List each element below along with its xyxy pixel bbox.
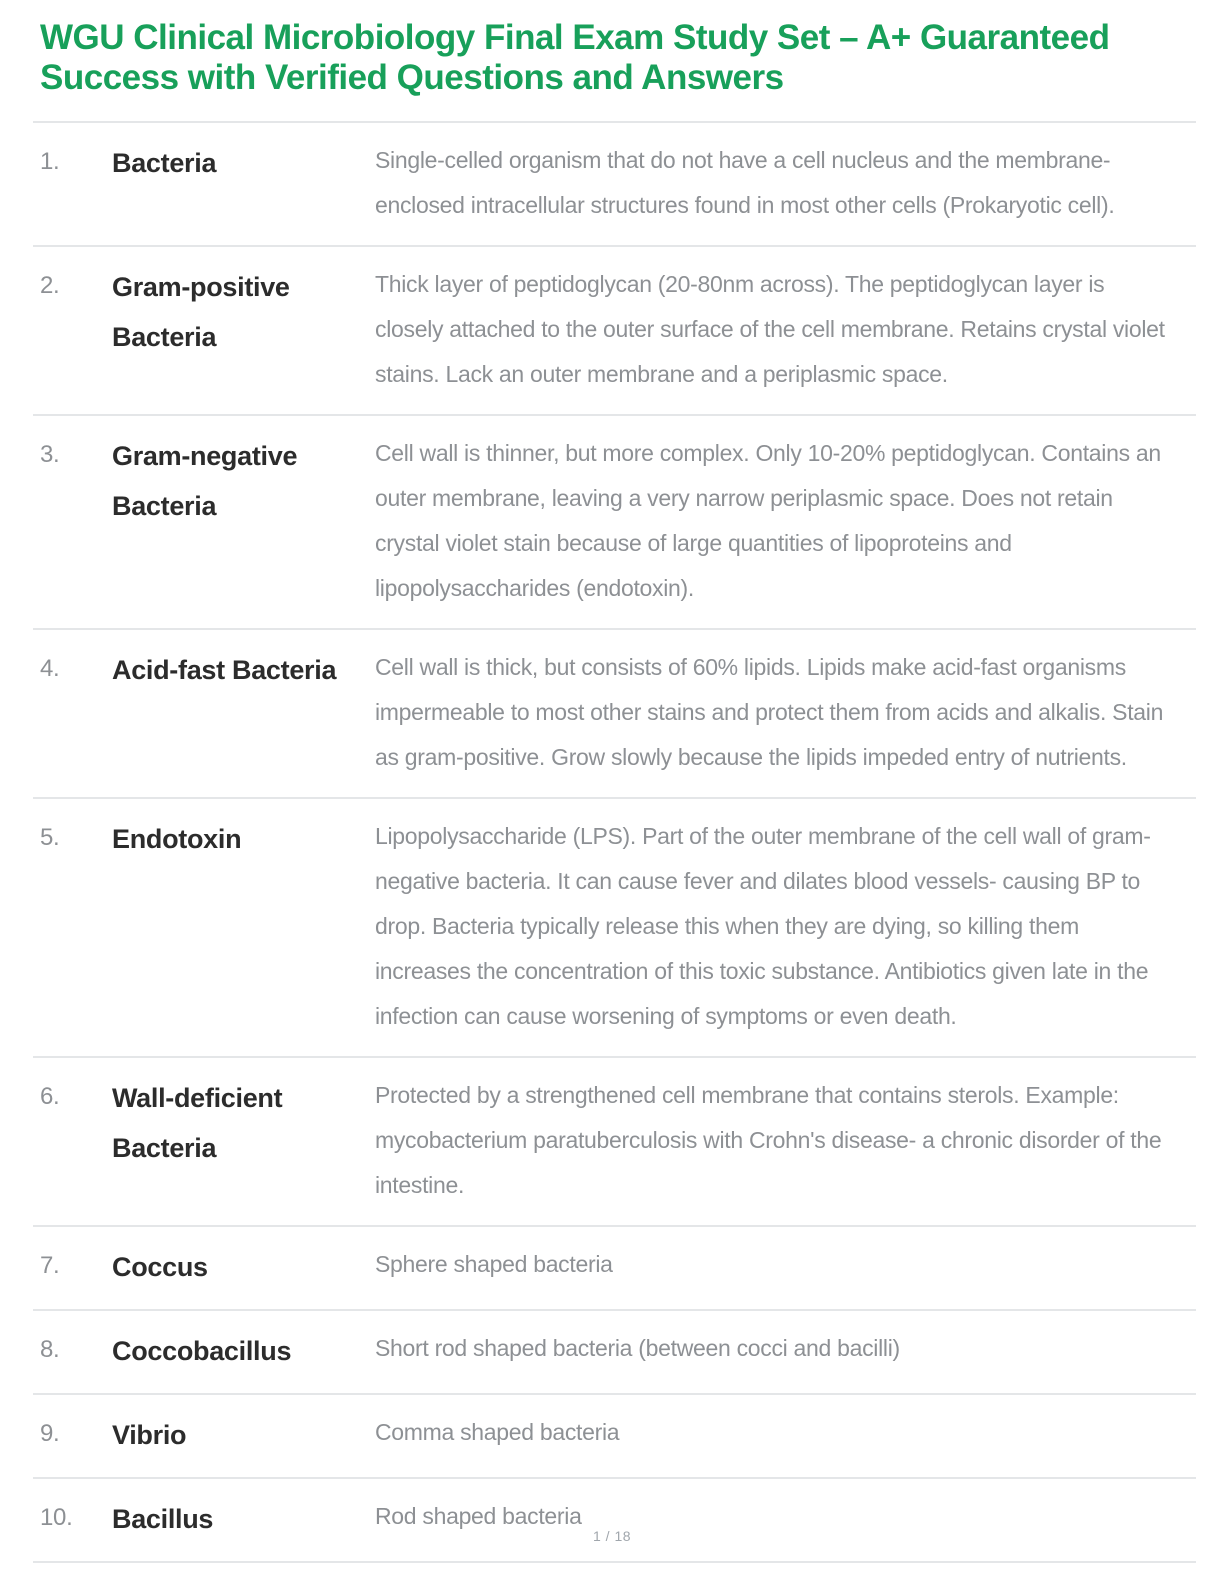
item-definition: Short rod shaped bacteria (between cocci and bacilli) [375, 1334, 900, 1361]
page-title: WGU Clinical Microbiology Final Exam Study Set – A+ Guaranteed Success with Verified Questions and Answers [40, 18, 1110, 98]
table-row [33, 245, 1196, 414]
table-row [33, 797, 1196, 1056]
item-number: 6. [40, 1082, 60, 1110]
item-term: Gram-negative Bacteria [112, 440, 298, 521]
item-definition: Lipopolysaccharide (LPS). Part of the outer membrane of the cell wall of gram-negative bacteria. It can cause fever and dilates blood vessels- causing BP to drop. Bacteria typically release this when they are dying, so killing them increases the concentration of this toxic substance. Antibiotics given late in the infection can cause worsening of symptoms or even death. [375, 822, 1151, 1029]
table-row [33, 1477, 1196, 1563]
item-term: Vibrio [112, 1419, 187, 1450]
table-row [33, 121, 1196, 245]
item-definition: Cell wall is thinner, but more complex. Only 10-20% peptidoglycan. Contains an outer membrane, leaving a very narrow periplasmic space. Does not retain crystal violet stain because of large quantities of lipoproteins and lipopolysaccharides (endotoxin). [375, 439, 1161, 601]
item-number: 4. [40, 654, 60, 682]
item-number: 2. [40, 271, 60, 299]
item-number: 3. [40, 440, 60, 468]
item-number: 9. [40, 1419, 60, 1447]
item-definition: Thick layer of peptidoglycan (20-80nm across). The peptidoglycan layer is closely attached to the outer surface of the cell membrane. Retains crystal violet stains. Lack an outer membrane and a periplasmic space. [375, 270, 1165, 387]
item-term: Bacillus [112, 1503, 214, 1534]
item-definition: Cell wall is thick, but consists of 60% lipids. Lipids make acid-fast organisms impermeable to most other stains and protect them from acids and alkalis. Stain as gram-positive. Grow slowly because the lipids impeded entry of nutrients. [375, 653, 1164, 770]
item-definition: Rod shaped bacteria [375, 1502, 582, 1529]
item-term: Wall-deficient Bacteria [112, 1082, 283, 1163]
table-row [33, 414, 1196, 628]
item-number: 8. [40, 1335, 60, 1363]
table-row [33, 1309, 1196, 1393]
item-term: Gram-positive Bacteria [112, 271, 290, 352]
table-row [33, 1393, 1196, 1477]
item-definition: Comma shaped bacteria [375, 1418, 620, 1445]
table-row [33, 628, 1196, 797]
item-definition: Single-celled organism that do not have a cell nucleus and the membrane-enclosed intracellular structures found in most other cells (Prokaryotic cell). [375, 146, 1115, 218]
item-term: Acid-fast Bacteria [112, 654, 337, 685]
study-set-list [33, 121, 1196, 1563]
item-number: 7. [40, 1251, 60, 1279]
table-row [33, 1056, 1196, 1225]
table-row [33, 1225, 1196, 1309]
item-term: Endotoxin [112, 823, 242, 854]
item-term: Coccobacillus [112, 1335, 292, 1366]
item-definition: Protected by a strengthened cell membrane that contains sterols. Example: mycobacterium paratuberculosis with Crohn's disease- a chronic disorder of the intestine. [375, 1081, 1162, 1198]
item-term: Coccus [112, 1251, 208, 1282]
item-number: 5. [40, 823, 60, 851]
item-term: Bacteria [112, 147, 217, 178]
page-number: 1 / 18 [592, 1528, 632, 1544]
item-definition: Sphere shaped bacteria [375, 1250, 613, 1277]
item-number: 10. [40, 1503, 73, 1531]
item-number: 1. [40, 147, 60, 175]
